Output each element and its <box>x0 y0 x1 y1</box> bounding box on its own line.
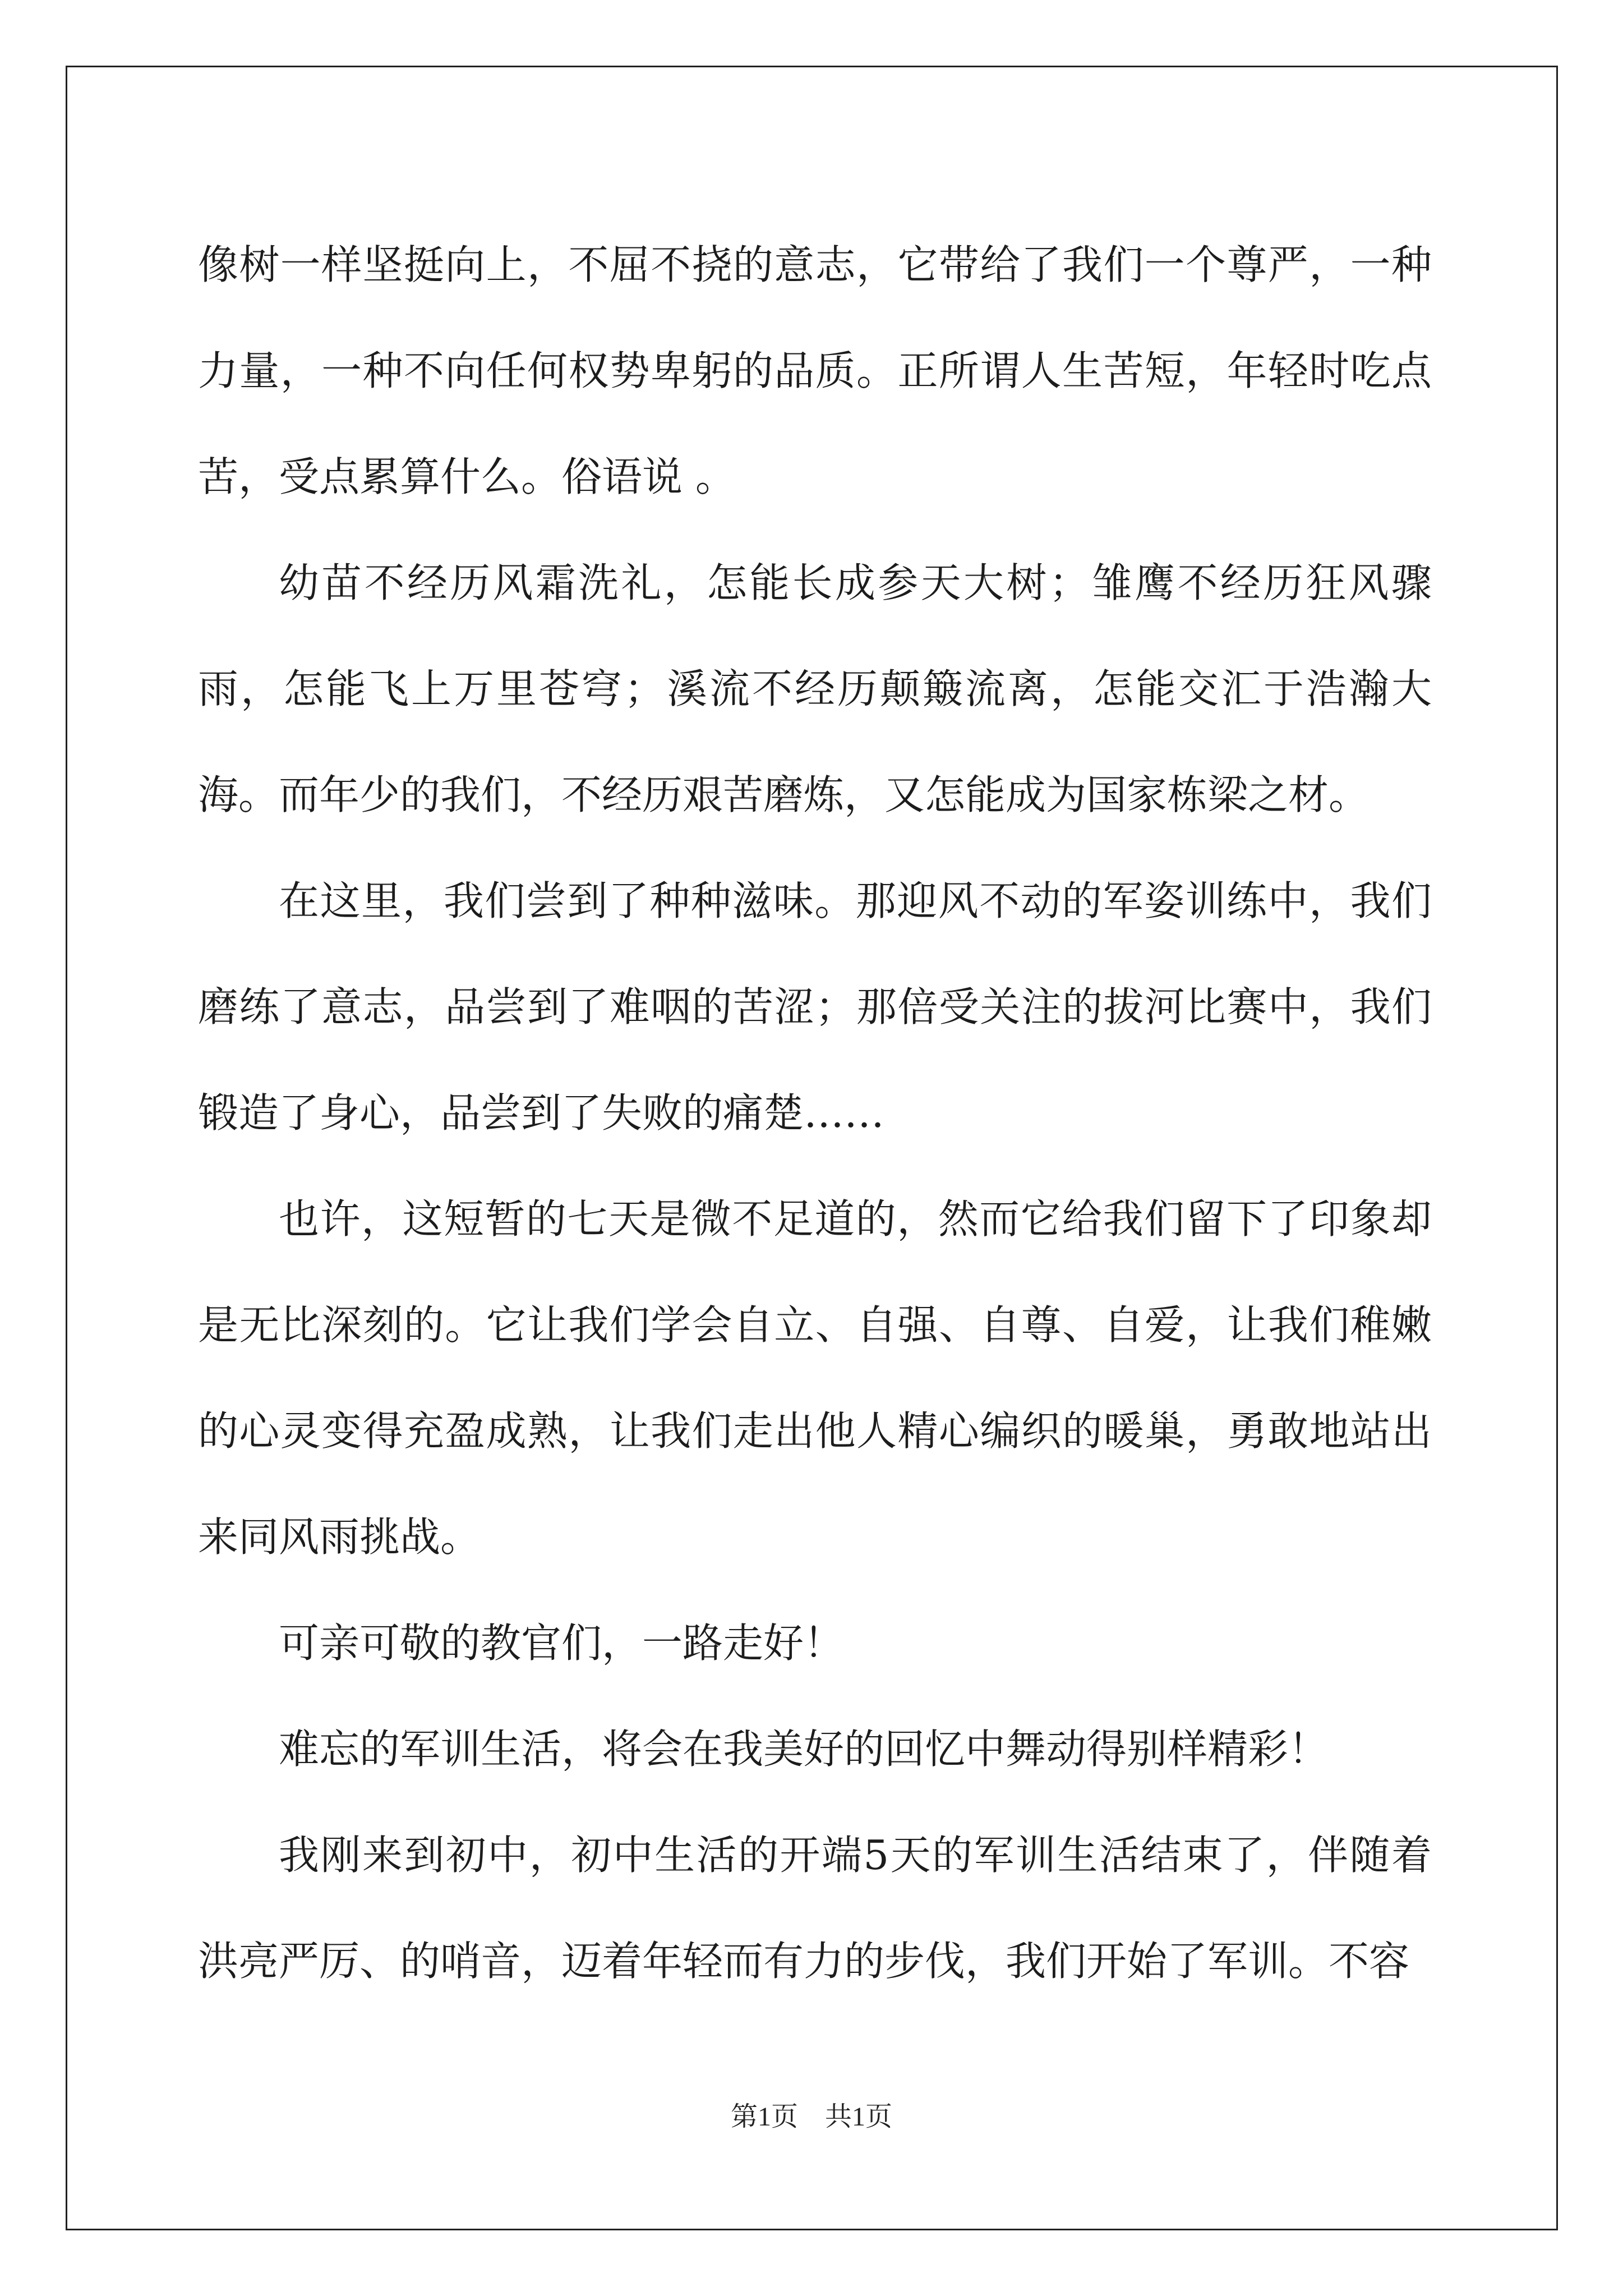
paragraph-1: 像树一样坚挺向上，不屈不挠的意志，它带给了我们一个尊严，一种力量，一种不向任何权势卑躬的品质。正所谓人生苦短，年轻时吃点苦，受点累算什么。俗语说 。 <box>198 241 1432 500</box>
page-number: 第1页 共1页 <box>730 2102 892 2132</box>
paragraph-2: 幼苗不经历风霜洗礼，怎能长成参天大树；雏鹰不经历狂风骤雨，怎能飞上万里苍穹；溪流不经历颠簸流离，怎能交汇于浩瀚大海。而年少的我们，不经历艰苦磨炼，又怎能成为国家栋梁之材。 <box>198 559 1432 818</box>
document-body <box>198 212 1432 2014</box>
paragraph-3: 在这里，我们尝到了种种滋味。那迎风不动的军姿训练中，我们磨练了意志，品尝到了难咽的苦涩；那倍受关注的拔河比赛中，我们锻造了身心，品尝到了失败的痛楚…… <box>198 877 1432 1137</box>
paragraph-6: 难忘的军训生活，将会在我美好的回忆中舞动得别样精彩！ <box>279 1726 1329 1773</box>
paragraph-7: 我刚来到初中，初中生活的开端5天的军训生活结束了，伴随着洪亮严厉、的哨音，迈着年轻而有力的步伐，我们开始了军训。不容 <box>198 1832 1432 1985</box>
paragraph-4: 也许，这短暂的七天是微不足道的，然而它给我们留下了印象却是无比深刻的。它让我们学会自立、自强、自尊、自爱，让我们稚嫩的心灵变得充盈成熟，让我们走出他人精心编织的暖巢，勇敢地站出来同风雨挑战。 <box>198 1195 1432 1561</box>
paragraph-5: 可亲可敬的教官们，一路走好！ <box>279 1619 845 1667</box>
